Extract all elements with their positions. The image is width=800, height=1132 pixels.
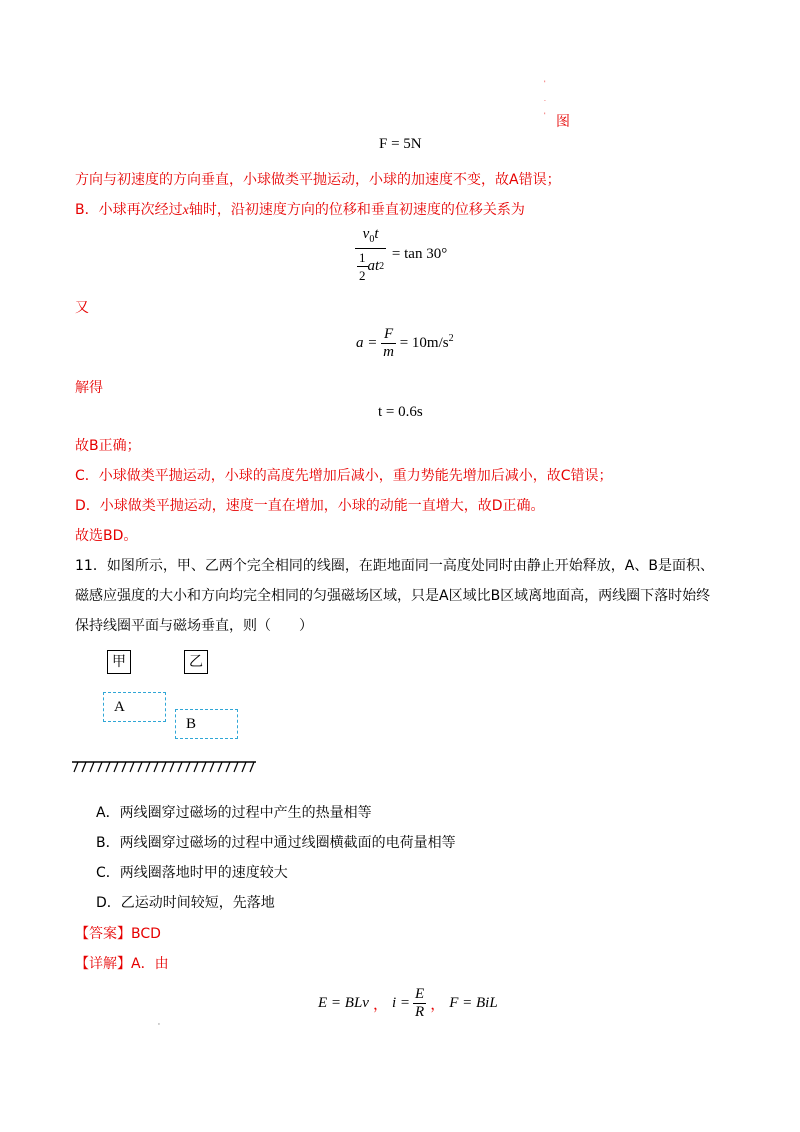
corner-mark: . bbox=[544, 96, 546, 103]
magnetic-region-a: A bbox=[103, 692, 166, 722]
text-segment: 轴时，沿初速度方向的位移和垂直初速度的位移关系为 bbox=[188, 202, 525, 218]
corner-mark: ' bbox=[544, 80, 546, 87]
text-segment: B．小球再次经过 bbox=[75, 202, 183, 218]
question-text: 11．如图所示，甲、乙两个完全相同的线圈，在距地面同一高度处同时由静止开始释放，A、B是面积、 bbox=[75, 558, 714, 574]
corner-mark: ' bbox=[158, 1022, 160, 1030]
explanation-line bbox=[75, 200, 525, 221]
detail-line: 【详解】A．由 bbox=[75, 956, 169, 972]
equation-induction: E = BLv ， i = $\frac{E}{R}$ ， F = BiL bbox=[318, 986, 498, 1020]
question-text: 保持线圈平面与磁场垂直，则（ ） bbox=[75, 618, 313, 634]
figure-fragment: 图 bbox=[556, 114, 570, 130]
explanation-line: 方向与初速度的方向垂直，小球做类平抛运动，小球的加速度不变，故A错误； bbox=[75, 172, 561, 188]
explanation-line: C．小球做类平抛运动，小球的高度先增加后减小，重力势能先增加后减小，故C错误； bbox=[75, 468, 613, 484]
equation-time: t = 0.6s bbox=[378, 404, 423, 420]
coil-jia: 甲 bbox=[107, 650, 131, 674]
explanation-line: 解得 bbox=[75, 380, 103, 396]
explanation-line: 故选BD。 bbox=[75, 528, 138, 544]
option-c: C．两线圈落地时甲的速度较大 bbox=[96, 865, 288, 881]
option-d: D．乙运动时间较短，先落地 bbox=[96, 895, 275, 911]
question-text: 磁感应强度的大小和方向均完全相同的匀强磁场区域，只是A区域比B区域离地面高，两线圈下落时始终 bbox=[75, 588, 711, 604]
answer-line: 【答案】BCD bbox=[75, 926, 161, 942]
explanation-line: D．小球做类平抛运动，速度一直在增加，小球的动能一直增大，故D正确。 bbox=[75, 498, 545, 514]
option-b: B．两线圈穿过磁场的过程中通过线圈横截面的电荷量相等 bbox=[96, 835, 456, 851]
equation-acceleration: a = $\frac{F}{m}$ = $10m/s^2$ bbox=[356, 326, 454, 360]
ground-hatching bbox=[72, 760, 258, 774]
variable-x: x bbox=[182, 203, 189, 218]
equation-force: F = 5N bbox=[379, 136, 422, 152]
equation-displacement-ratio: $v_0t$ $\frac{1}{2}$ a t 2 = tan 30° bbox=[355, 226, 447, 284]
option-a: A．两线圈穿过磁场的过程中产生的热量相等 bbox=[96, 805, 372, 821]
explanation-line: 又 bbox=[75, 300, 89, 316]
magnetic-region-b: B bbox=[175, 709, 238, 739]
corner-mark: ' bbox=[544, 112, 546, 119]
explanation-line: 故B正确； bbox=[75, 438, 141, 454]
coil-yi: 乙 bbox=[184, 650, 208, 674]
